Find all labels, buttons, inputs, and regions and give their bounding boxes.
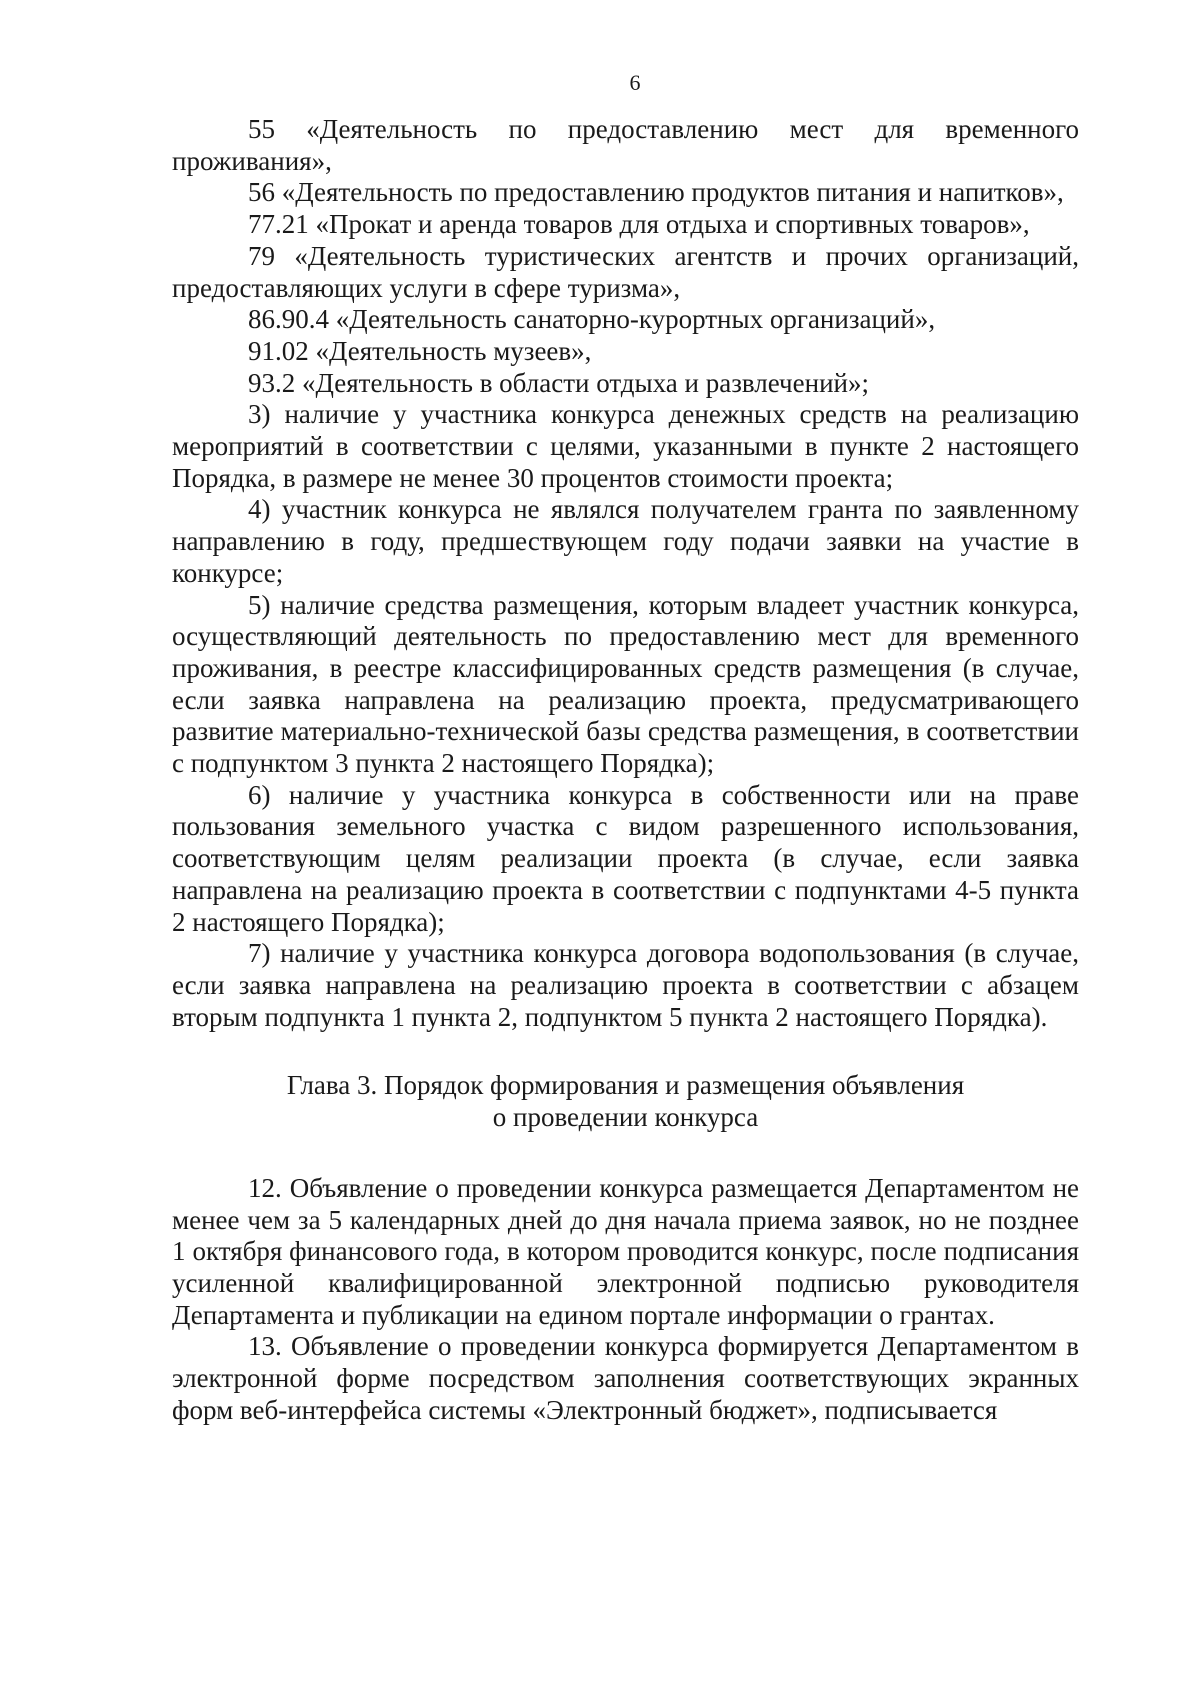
requirement-5: 5) наличие средства размещения, которым владеет участник конкурса, осуществляющий деятельность по предоставлению мест для временного проживания, в реестре классифицированных средств размещения (в случае, если заявка направлена на реализацию проекта, предусматривающего развитие материально-технической базы средства размещения, в соответствии с подпунктом 3 пункта 2 настоящего Порядка); xyxy=(172,589,1079,779)
okved-55-item: 55 «Деятельность по предоставлению мест для временного проживания», xyxy=(172,114,1079,176)
requirement-3: 3) наличие у участника конкурса денежных средств на реализацию мероприятий в соответствии с целями, указанными в пункте 2 настоящего Порядка, в размере не менее 30 процентов стоимости проекта; xyxy=(172,399,1079,493)
chapter-heading-line-1: Глава 3. Порядок формирования и размещения объявления xyxy=(286,1070,965,1101)
requirement-6: 6) наличие у участника конкурса в собственности или на праве пользования земельного участка с видом разрешенного использования, соответствующим целям реализации проекта (в случае, если заявка направлена на реализацию проекта в соответствии с подпунктами 4-5 пункта 2 настоящего Порядка); xyxy=(172,779,1079,937)
requirement-7: 7) наличие у участника конкурса договора водопользования (в случае, если заявка направлена на реализацию проекта в соответствии с абзацем вторым подпункта 1 пункта 2, подпунктом 5 пункта 2 настоящего Порядка). xyxy=(172,938,1079,1032)
document-body xyxy=(172,114,1079,1426)
okved-77-21-item: 77.21 «Прокат и аренда товаров для отдыха и спортивных товаров», xyxy=(248,209,1030,240)
chapter-heading-line-2: о проведении конкурса xyxy=(492,1102,759,1133)
okved-93-2-item: 93.2 «Деятельность в области отдыха и развлечений»; xyxy=(248,367,869,398)
clause-13: 13. Объявление о проведении конкурса формируется Департаментом в электронной форме посредством заполнения соответствующих экранных форм веб-интерфейса системы «Электронный бюджет», подписывается xyxy=(172,1331,1079,1425)
okved-91-02-item: 91.02 «Деятельность музеев», xyxy=(248,335,592,366)
page-number: 6 xyxy=(629,70,641,95)
okved-79-item: 79 «Деятельность туристических агентств и прочих организаций, предоставляющих услуги в сфере туризма», xyxy=(172,240,1079,303)
okved-56-item: 56 «Деятельность по предоставлению продуктов питания и напитков», xyxy=(248,177,1064,208)
clause-12: 12. Объявление о проведении конкурса размещается Департаментом не менее чем за 5 календарных дней до дня начала приема заявок, но не позднее 1 октября финансового года, в котором проводится конкурс, после подписания усиленной квалифицированной электронной подписью руководителя Департамента и публикации на едином портале информации о грантах. xyxy=(172,1172,1079,1330)
okved-86-90-4-item: 86.90.4 «Деятельность санаторно-курортных организаций», xyxy=(248,304,936,335)
requirement-4: 4) участник конкурса не являлся получателем гранта по заявленному направлению в году, предшествующем году подачи заявки на участие в конкурсе; xyxy=(172,494,1079,588)
chapter-heading xyxy=(172,1070,1079,1133)
